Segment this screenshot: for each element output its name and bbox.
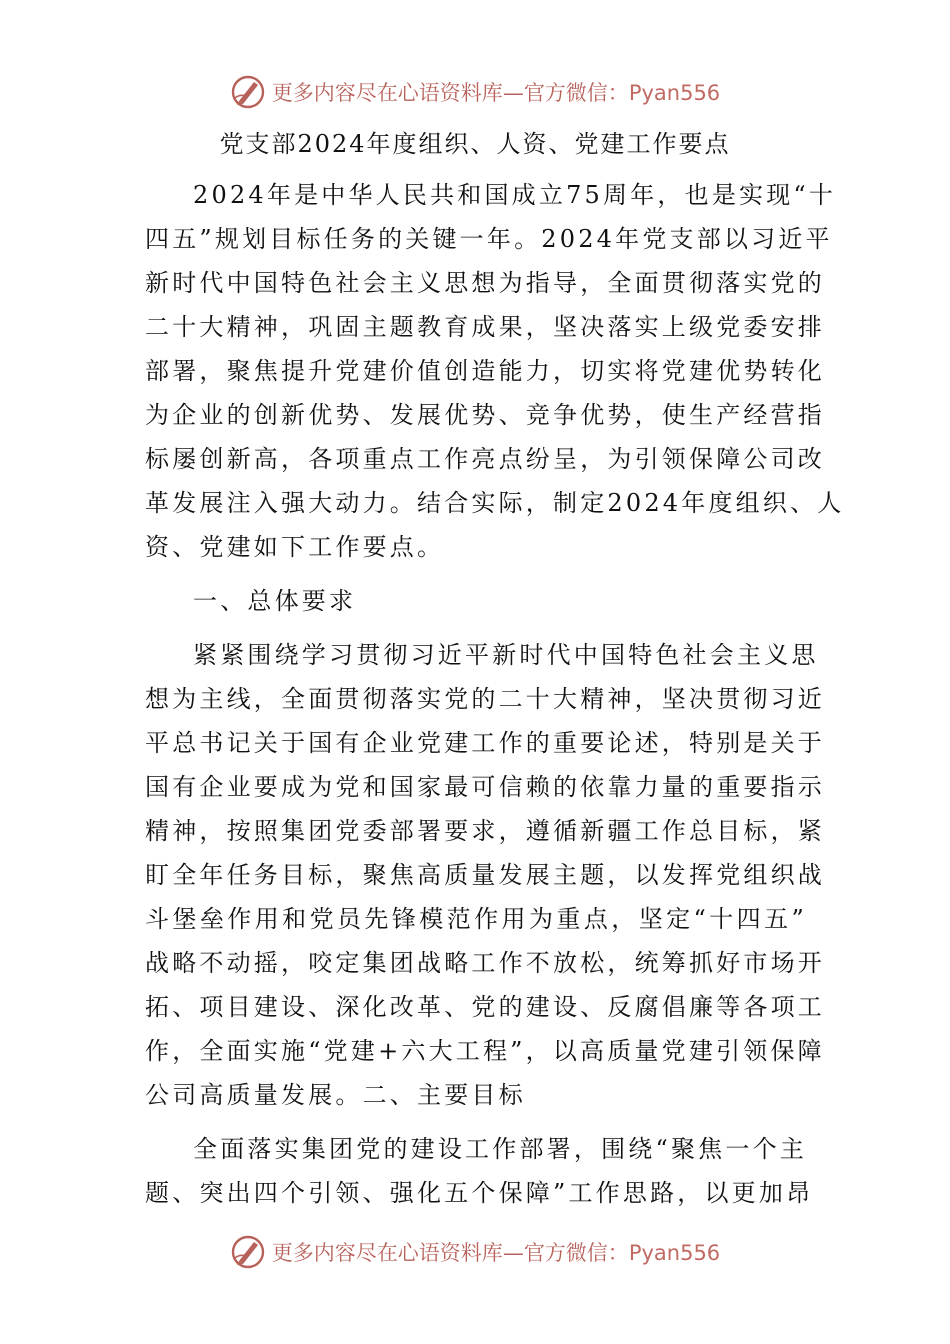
document-title: 党支部2024年度组织、人资、党建工作要点: [219, 130, 731, 158]
text-line: 四五”规划目标任务的关键一年。2024年党支部以习近平: [145, 225, 833, 253]
section-heading-overall-requirements: [145, 579, 807, 623]
text-line: 国有企业要成为党和国家最可信赖的依靠力量的重要指示: [145, 773, 825, 801]
text-line: 资、党建如下工作要点。: [145, 533, 445, 561]
watermark-footer: [0, 1232, 950, 1272]
watermark-text: [272, 77, 720, 107]
watermark-text: [272, 1237, 720, 1267]
watermark-header: [0, 72, 950, 112]
watermark-separator: —: [502, 1241, 524, 1265]
text-line: 部署，聚焦提升党建价值创造能力，切实将党建优势转化: [145, 357, 825, 385]
text-line: 拓、项目建设、深化改革、党的建设、反腐倡廉等各项工: [145, 993, 825, 1021]
text-line: 盯全年任务目标，聚焦高质量发展主题，以发挥党组织战: [145, 861, 825, 889]
document-body: [145, 173, 845, 1215]
text-line: 新时代中国特色社会主义思想为指导，全面贯彻落实党的: [145, 269, 825, 297]
paragraph-intro: [145, 173, 845, 569]
text-line: 题、突出四个引领、强化五个保障”工作思路，以更加昂: [145, 1179, 814, 1207]
pen-logo-icon: [230, 74, 266, 110]
pen-logo-icon: [230, 1234, 266, 1270]
text-line: 一、总体要求: [193, 587, 357, 615]
text-line: 想为主线，全面贯彻落实党的二十大精神，坚决贯彻习近: [145, 685, 825, 713]
text-line: 公司高质量发展。二、主要目标: [145, 1081, 526, 1109]
watermark-wechat-label: 官方微信：: [523, 1241, 629, 1265]
text-line: 平总书记关于国有企业党建工作的重要论述，特别是关于: [145, 729, 825, 757]
text-line: 战略不动摇，咬定集团战略工作不放松，统筹抓好市场开: [145, 949, 825, 977]
text-line: 作，全面实施“党建+六大工程”，以高质量党建引领保障: [145, 1037, 825, 1065]
text-line: 精神，按照集团党委部署要求，遵循新疆工作总目标，紧: [145, 817, 825, 845]
text-line: 革发展注入强大动力。结合实际，制定2024年度组织、人: [145, 489, 845, 517]
paragraph-main-goals: [145, 1127, 814, 1215]
watermark-wechat-id: Pyan556: [628, 81, 721, 105]
text-line: 斗堡垒作用和党员先锋模范作用为重点，坚定“十四五”: [145, 905, 807, 933]
paragraph-overall-requirements: [145, 633, 825, 1117]
text-line: 二十大精神，巩固主题教育成果，坚决落实上级党委安排: [145, 313, 825, 341]
watermark-wechat-label: 官方微信：: [523, 81, 629, 105]
watermark-wechat-id: Pyan556: [628, 1241, 721, 1265]
watermark-separator: —: [502, 81, 524, 105]
text-line: 标屡创新高，各项重点工作亮点纷呈，为引领保障公司改: [145, 445, 825, 473]
text-line: 2024年是中华人民共和国成立75周年，也是实现“十: [193, 181, 837, 209]
text-line: 全面落实集团党的建设工作部署，围绕“聚焦一个主: [193, 1135, 807, 1163]
watermark-site-text: 更多内容尽在心语资料库: [271, 81, 503, 105]
text-line: 紧紧围绕学习贯彻习近平新时代中国特色社会主义思: [193, 641, 819, 669]
watermark-site-text: 更多内容尽在心语资料库: [271, 1241, 503, 1265]
text-line: 为企业的创新优势、发展优势、竞争优势，使生产经营指: [145, 401, 825, 429]
